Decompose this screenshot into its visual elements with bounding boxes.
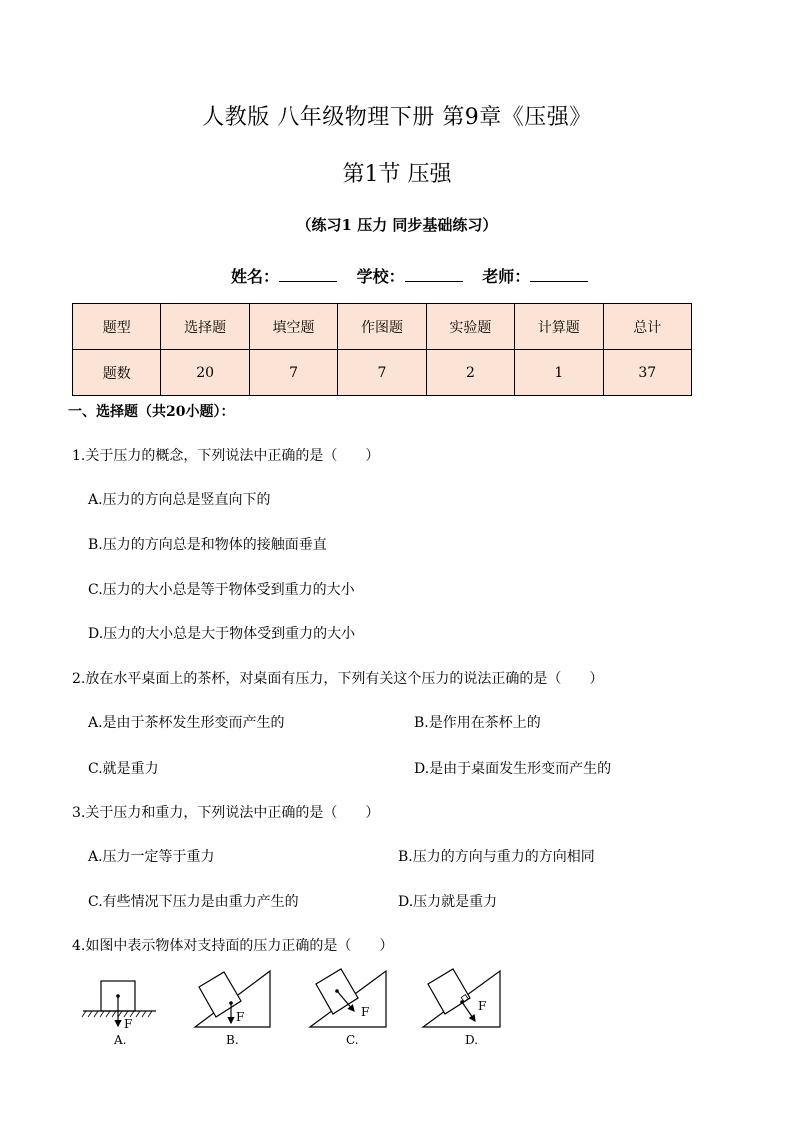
question-1-option-b: B.压力的方向总是和物体的接触面垂直: [88, 537, 327, 553]
section-heading: 第1节 压强: [342, 162, 452, 187]
block-shape: [428, 969, 470, 1014]
question-2-option-c: C.就是重力: [88, 761, 159, 777]
table-cell: 填空题: [249, 304, 337, 350]
name-label: 姓名：: [231, 267, 280, 286]
school-blank[interactable]: [405, 266, 463, 282]
question-1-option-d: D.压力的大小总是大于物体受到重力的大小: [88, 626, 356, 642]
question-2-stem: 2.放在水平桌面上的茶杯，对桌面有压力，下列有关这个压力的说法正确的是（ ）: [72, 671, 604, 687]
figure-label-a: A.: [114, 1033, 127, 1047]
question-1-option-c: C.压力的大小总是等于物体受到重力的大小: [88, 582, 355, 598]
figure-label-d: D.: [465, 1033, 479, 1047]
name-blank[interactable]: [279, 266, 337, 282]
question-1-option-a: A.压力的方向总是竖直向下的: [88, 492, 271, 508]
table-cell: 1: [515, 350, 603, 396]
force-label: F: [124, 1017, 133, 1031]
section-title: 一、选择题（共20小题）：: [68, 404, 235, 420]
question-2-option-a: A.是由于茶杯发生形变而产生的: [88, 715, 285, 731]
table-cell: 7: [249, 350, 337, 396]
table-cell: 7: [338, 350, 426, 396]
figure-a: [82, 981, 156, 1047]
question-2-option-d: D.是由于桌面发生形变而产生的: [414, 761, 612, 777]
force-label: F: [478, 999, 487, 1013]
teacher-label: 老师：: [482, 267, 531, 286]
table-cell: 2: [426, 350, 514, 396]
student-info-line: [231, 264, 602, 287]
question-1-stem: 1.关于压力的概念，下列说法中正确的是（ ）: [72, 448, 380, 464]
exercise-label: （练习1 压力 同步基础练习）: [296, 216, 498, 234]
table-row: [73, 350, 692, 396]
force-label: F: [361, 1005, 370, 1019]
question-3-option-d: D.压力就是重力: [398, 894, 498, 910]
page-title: 人教版 八年级物理下册 第9章《压强》: [202, 105, 592, 130]
force-arrow: [462, 1002, 475, 1021]
question-3-option-a: A.压力一定等于重力: [88, 849, 215, 865]
question-4-figure: [78, 964, 518, 1054]
force-label: F: [236, 1010, 245, 1024]
table-header-row: [73, 304, 692, 350]
question-4-stem: 4.如图中表示物体对支持面的压力正确的是（ ）: [72, 938, 394, 954]
table-cell: 20: [161, 350, 249, 396]
question-count-table: [72, 303, 692, 396]
table-cell: 选择题: [161, 304, 249, 350]
question-3-stem: 3.关于压力和重力，下列说法中正确的是（ ）: [72, 805, 380, 821]
question-3-option-b: B.压力的方向与重力的方向相同: [398, 849, 595, 865]
figure-c: [310, 969, 386, 1047]
block-shape: [199, 972, 241, 1017]
school-label: 学校：: [356, 267, 405, 286]
figure-b: [195, 971, 270, 1047]
figure-label-b: B.: [226, 1033, 239, 1047]
question-3-option-c: C.有些情况下压力是由重力产生的: [88, 894, 299, 910]
table-cell: 计算题: [515, 304, 603, 350]
teacher-blank[interactable]: [530, 266, 588, 282]
table-cell: 实验题: [426, 304, 514, 350]
ground-hatch: [82, 1011, 152, 1017]
table-cell: 总计: [603, 304, 691, 350]
question-2-option-b: B.是作用在茶杯上的: [414, 715, 541, 731]
table-cell: 题数: [73, 350, 161, 396]
figure-d: [423, 969, 500, 1047]
figure-label-c: C.: [346, 1033, 359, 1047]
table-cell: 作图题: [338, 304, 426, 350]
table-cell: 题型: [73, 304, 161, 350]
table-cell: 37: [603, 350, 691, 396]
